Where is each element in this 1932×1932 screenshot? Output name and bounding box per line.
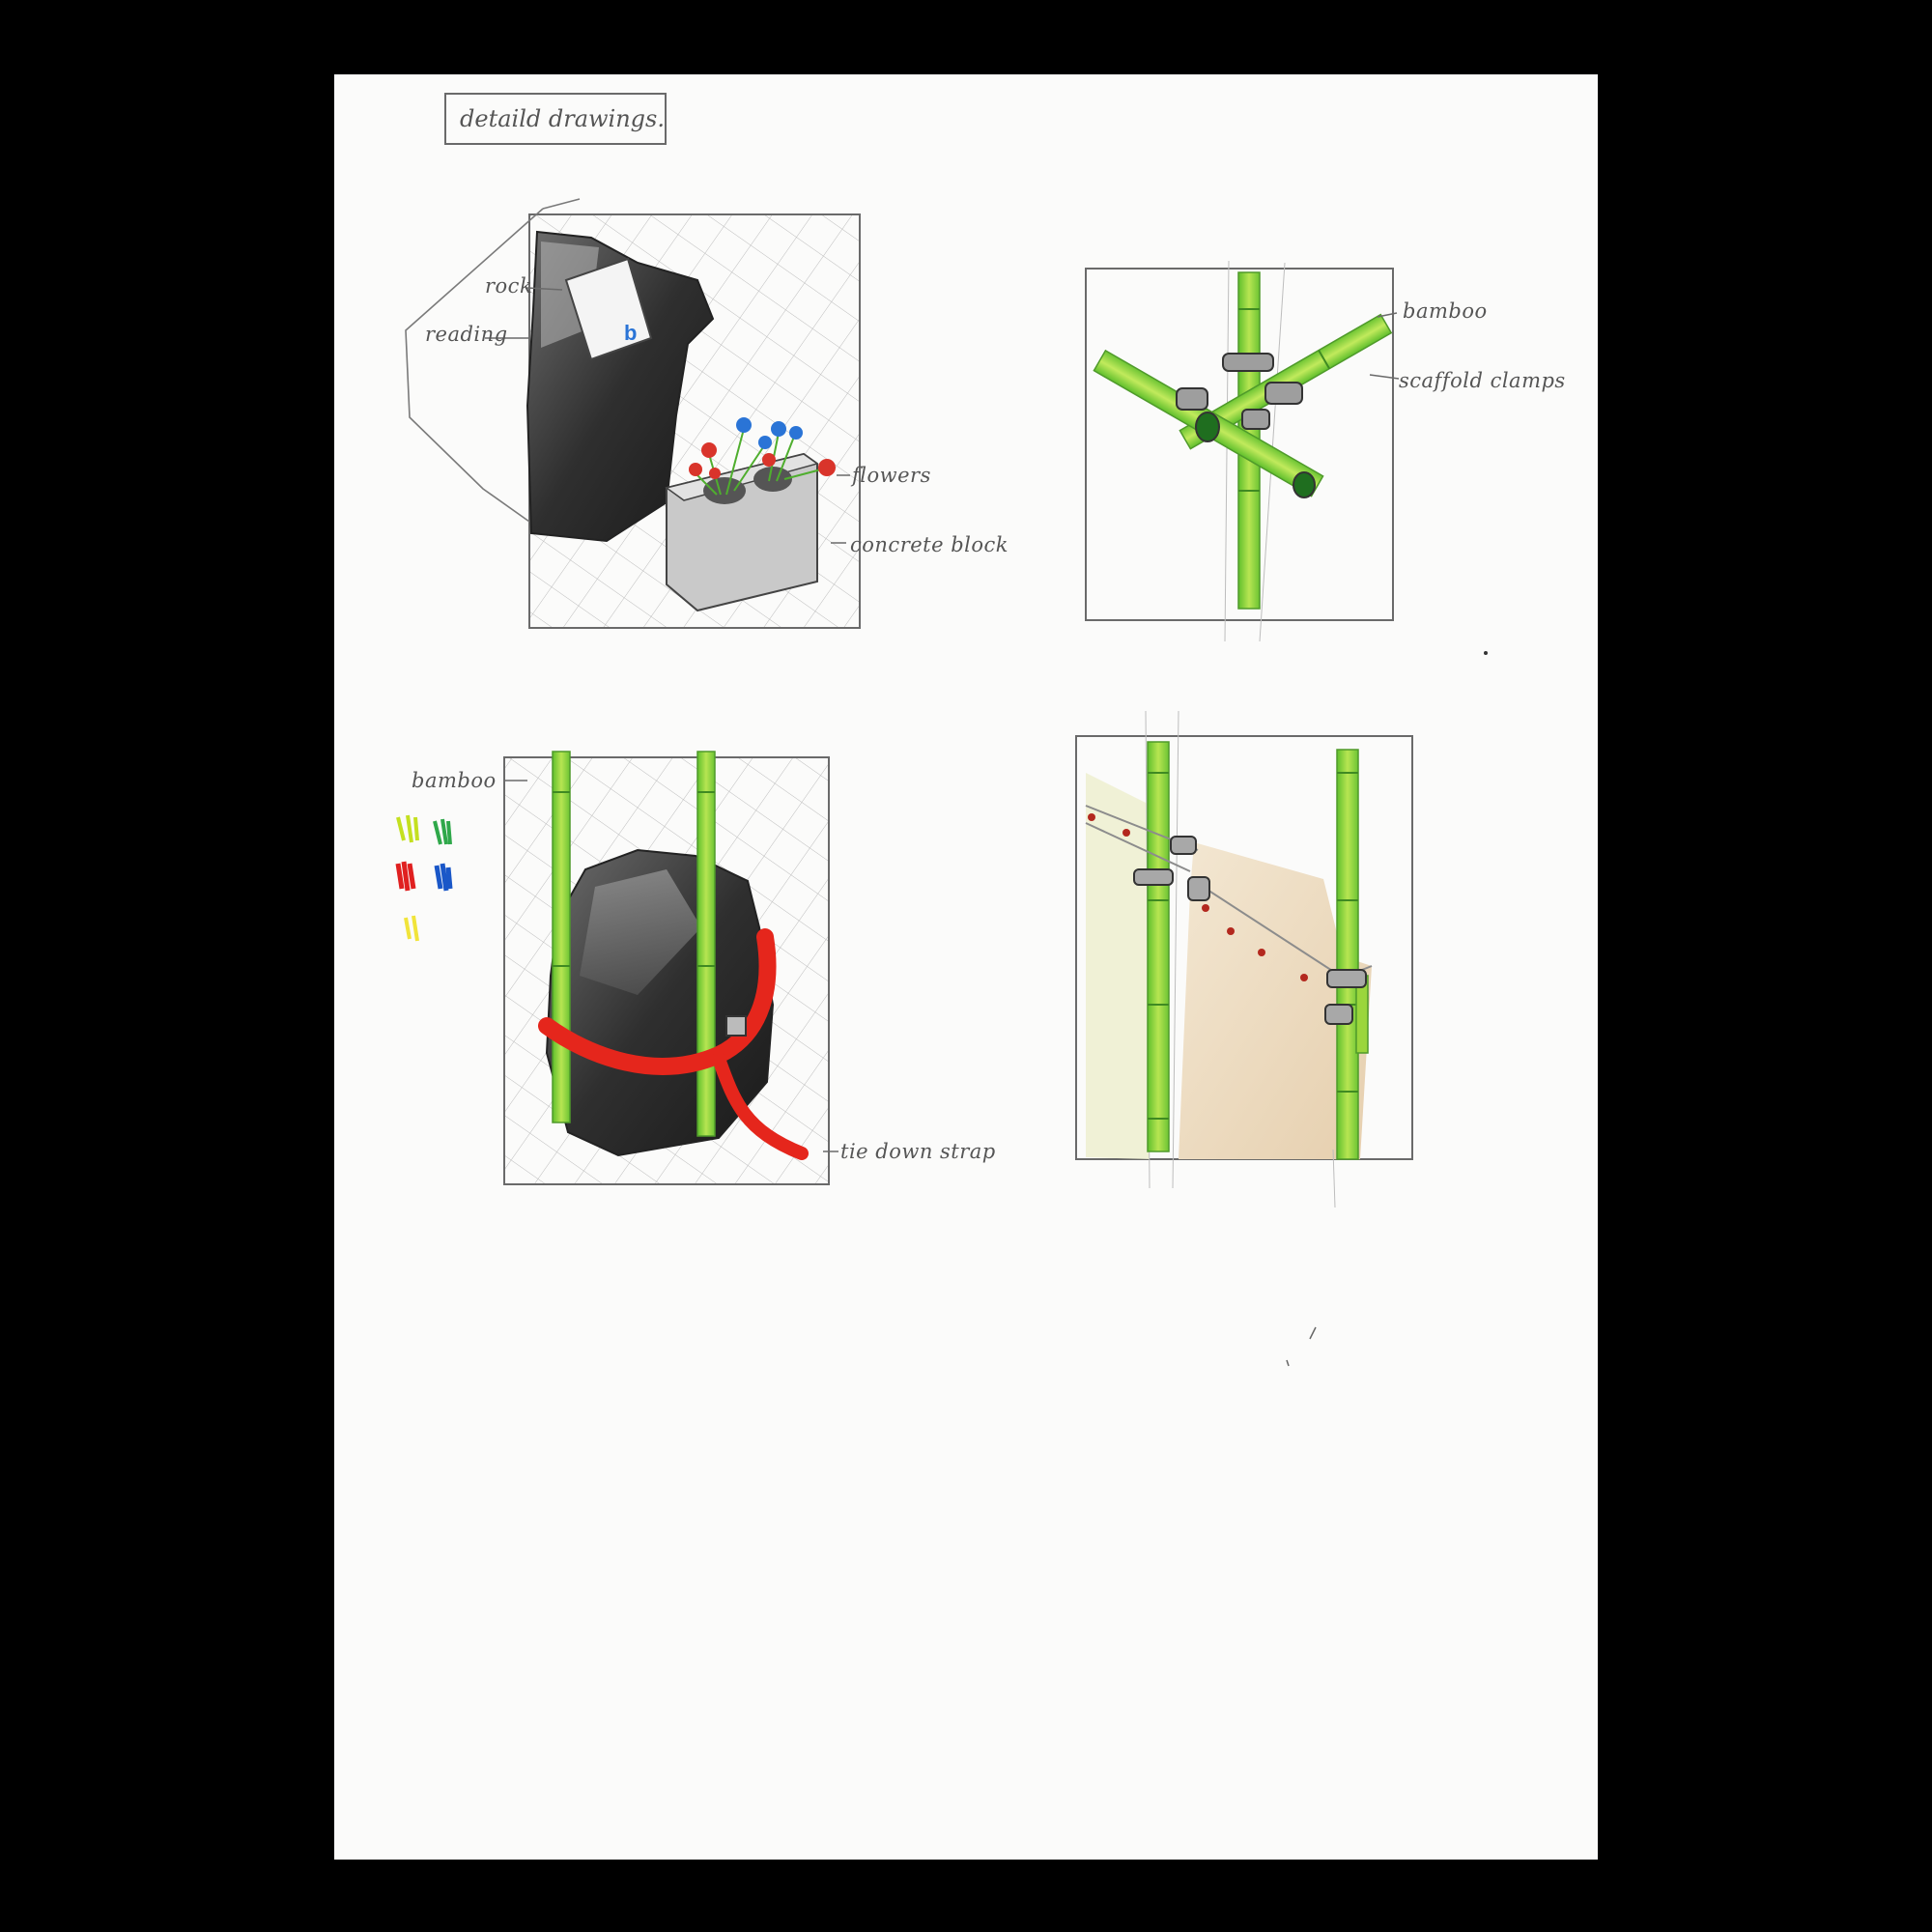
swatch-yellow (406, 916, 417, 941)
panel-clamps (1086, 261, 1399, 641)
title-box (444, 93, 667, 145)
bamboo-pole-left (1148, 742, 1169, 1151)
bamboo-pole-right (697, 752, 715, 1136)
swatch-red (398, 862, 413, 891)
label-flowers: flowers (852, 464, 931, 487)
swatch-blue (437, 864, 450, 891)
swatch-yellow-green (398, 815, 417, 842)
page-title: detaild drawings. (460, 105, 665, 132)
panel-strap (504, 752, 838, 1184)
label-scaffold-clamps: scaffold clamps (1399, 369, 1566, 392)
panel-rock (406, 199, 860, 628)
label-bamboo-strap-panel: bamboo (412, 769, 497, 792)
book-letter: b (624, 321, 638, 345)
bamboo-pole-right (1337, 750, 1358, 1159)
color-swatches (398, 815, 450, 941)
bamboo-pole-left (553, 752, 570, 1122)
label-bamboo: bamboo (1403, 299, 1488, 323)
label-tie-down-strap: tie down strap (840, 1140, 996, 1163)
strap-buckle-icon (726, 1016, 746, 1036)
label-concrete-block: concrete block (850, 533, 1009, 556)
swatch-green (435, 819, 450, 844)
panel-fabric (1076, 711, 1412, 1208)
label-rock: rock (485, 274, 533, 298)
label-reading: reading (425, 323, 508, 346)
